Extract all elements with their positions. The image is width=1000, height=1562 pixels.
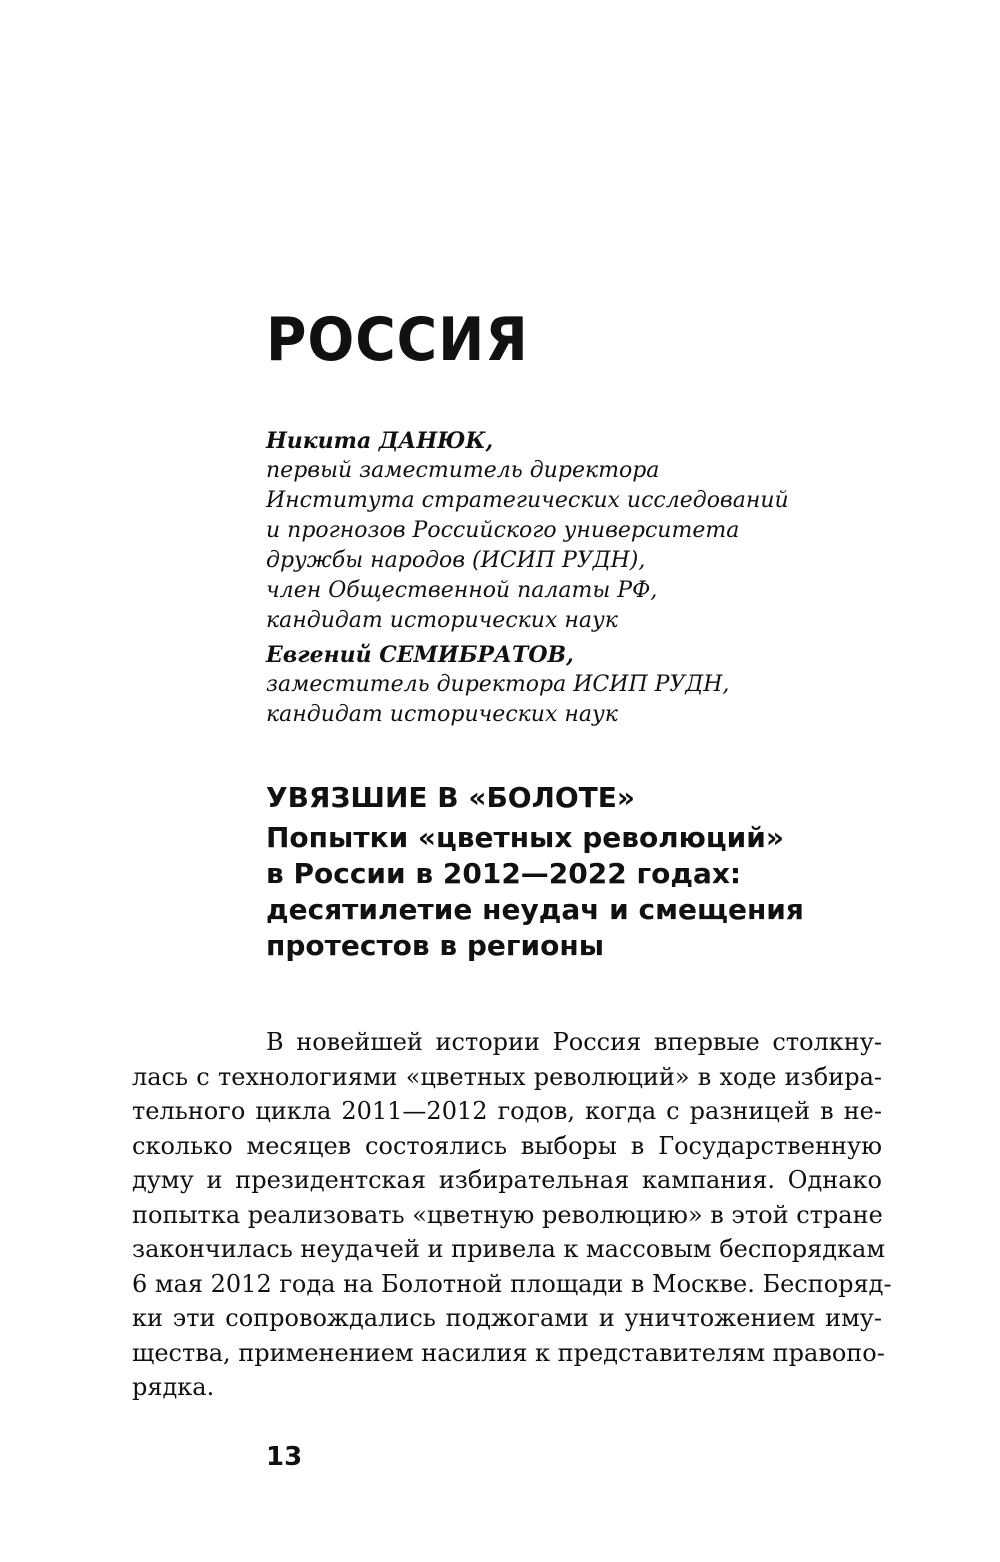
- author-credential: дружбы народов (ИСИП РУДН),: [266, 548, 646, 573]
- author-credential: и прогнозов Российского университета: [266, 518, 740, 543]
- author-credential: Института стратегических исследований: [266, 488, 789, 513]
- authors-block: [266, 426, 906, 734]
- article-subtitle-line: в России в 2012—2022 годах:: [266, 857, 742, 890]
- body-line: 6 мая 2012 года на Болотной площади в Москве. Беспоряд-: [132, 1269, 892, 1298]
- author-name: Евгений СЕМИБРАТОВ,: [266, 642, 574, 668]
- author-credential: кандидат исторических наук: [266, 702, 618, 727]
- article-title: УВЯЗШИЕ В «БОЛОТЕ»: [266, 781, 635, 814]
- author-2: [266, 640, 906, 730]
- body-line: закончилась неудачей и привела к массовым беспорядкам: [132, 1235, 886, 1263]
- body-line: ки эти сопровождались поджогами и уничтожением иму-: [132, 1304, 882, 1332]
- body-line: попытка реализовать «цветную революцию» в этой стране: [132, 1200, 883, 1229]
- article-subtitle-line: Попытки «цветных революций»: [266, 821, 784, 854]
- body-line: лась с технологиями «цветных революций» в ходе избира-: [132, 1062, 882, 1091]
- body-line: В новейшей истории Россия впервые столкну-: [266, 1028, 882, 1056]
- author-1: [266, 426, 906, 636]
- article-heading: [266, 780, 906, 964]
- body-line: рядка.: [132, 1373, 215, 1401]
- body-line: щества, применением насилия к представителям правопо-: [132, 1338, 885, 1367]
- author-credential: заместитель директора ИСИП РУДН,: [266, 672, 730, 697]
- page-number: 13: [266, 1442, 303, 1472]
- body-line: думу и президентская избирательная кампания. Однако: [132, 1166, 882, 1194]
- article-subtitle-line: протестов в регионы: [266, 929, 605, 962]
- body-line: тельного цикла 2011—2012 годов, когда с разницей в не-: [132, 1097, 882, 1125]
- section-title: РОССИЯ: [266, 305, 529, 375]
- article-subtitle-line: десятилетие неудач и смещения: [266, 893, 804, 926]
- author-credential: кандидат исторических наук: [266, 608, 618, 633]
- author-name: Никита ДАНЮК,: [266, 428, 494, 454]
- body-paragraph: [132, 1025, 892, 1405]
- author-credential: член Общественной палаты РФ,: [266, 578, 658, 603]
- body-line: сколько месяцев состоялись выборы в Государственную: [132, 1131, 882, 1160]
- author-credential: первый заместитель директора: [266, 458, 660, 483]
